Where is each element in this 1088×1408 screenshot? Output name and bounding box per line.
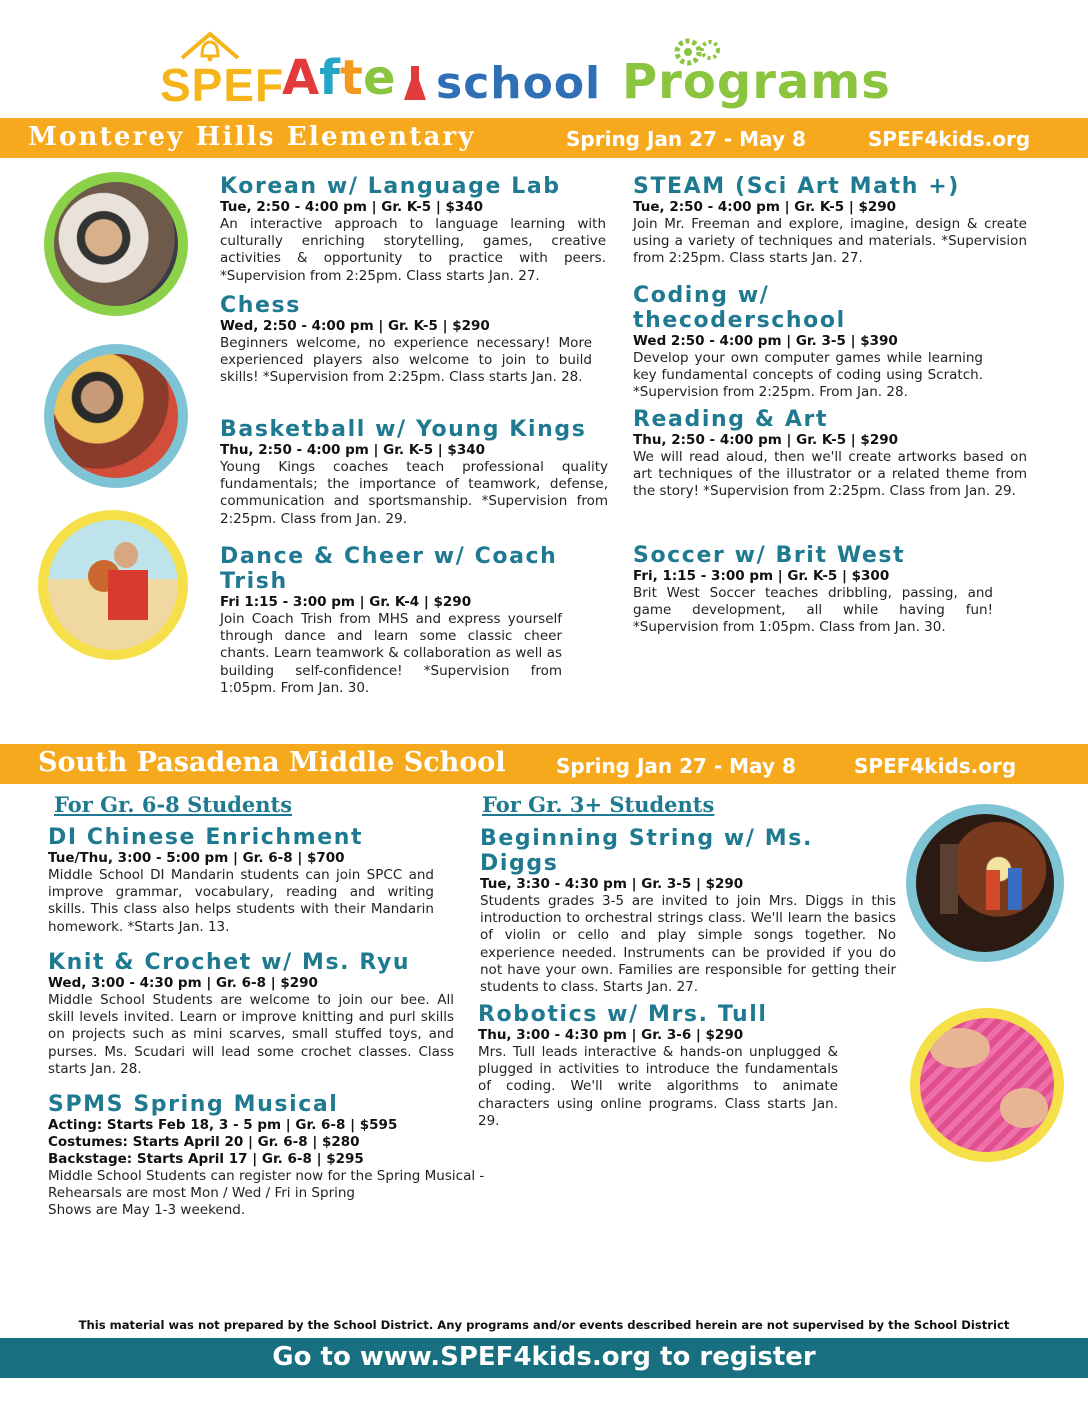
korean-class-photo <box>54 182 178 306</box>
class-title: Basketball w/ Young Kings <box>220 417 587 442</box>
backstage-schedule: Backstage: Starts April 17 | Gr. 6-8 | $295 <box>48 1151 364 1167</box>
class-schedule: Thu, 3:00 - 4:30 pm | Gr. 3-6 | $290 <box>478 1027 744 1043</box>
register-link[interactable]: Go to www.SPEF4kids.org to register <box>272 1342 816 1372</box>
class-schedule: Wed, 3:00 - 4:30 pm | Gr. 6-8 | $290 <box>48 975 318 991</box>
logo-letter: e <box>363 50 396 106</box>
class-reading-art <box>633 407 1027 501</box>
class-description: Join Mr. Freeman and explore, imagine, design & create using a variety of techniques and materials. *Supervision from 2:25pm. Class starts Jan. 27. <box>633 216 1027 267</box>
class-knit-crochet <box>48 950 454 1078</box>
hand <box>930 1028 990 1068</box>
logo-school: school <box>436 58 602 109</box>
class-schedule: Wed 2:50 - 4:00 pm | Gr. 3-5 | $390 <box>633 333 898 349</box>
class-beginning-string <box>480 826 896 996</box>
photo-ring <box>910 1008 1064 1162</box>
section1-banner <box>0 118 1088 158</box>
class-description-line: Shows are May 1-3 weekend. <box>48 1202 246 1219</box>
class-title: Knit & Crochet w/ Ms. Ryu <box>48 950 411 975</box>
class-schedule: Tue, 3:30 - 4:30 pm | Gr. 3-5 | $290 <box>480 876 744 892</box>
acting-schedule: Acting: Starts Feb 18, 3 - 5 pm | Gr. 6-8 | $595 <box>48 1117 398 1133</box>
class-description: Young Kings coaches teach professional quality fundamentals; the importance of teamwork, defense, communication and sportsmanship. *Supervision from 2:25pm. Class from Jan. 29. <box>220 459 608 527</box>
class-title: Reading & Art <box>633 407 829 432</box>
session-dates: Spring Jan 27 - May 8 <box>566 127 806 151</box>
performer <box>1008 868 1022 910</box>
class-schedule: Thu, 2:50 - 4:00 pm | Gr. K-5 | $340 <box>220 442 486 458</box>
costumes-schedule: Costumes: Starts April 20 | Gr. 6-8 | $280 <box>48 1134 360 1150</box>
class-title: DI Chinese Enrichment <box>48 825 364 850</box>
flask-icon <box>400 64 430 102</box>
logo-programs: Programs <box>622 54 891 110</box>
website-link[interactable]: SPEF4kids.org <box>854 754 1017 778</box>
photo-ring <box>906 804 1064 962</box>
class-chess <box>220 293 592 387</box>
class-description: Beginners welcome, no experience necessary! More experienced players also welcome to join to build skills! *Supervision from 2:25pm. Class starts Jan. 28. <box>220 335 592 386</box>
class-title: Chess <box>220 293 301 318</box>
class-title: Dance & Cheer w/ Coach Trish <box>220 544 558 594</box>
class-coding <box>633 283 983 402</box>
class-schedule: Fri 1:15 - 3:00 pm | Gr. K-4 | $290 <box>220 594 472 610</box>
section2-banner <box>0 744 1088 784</box>
hand <box>1000 1088 1048 1128</box>
class-description: Join Coach Trish from MHS and express yourself through dance and learn some classic cheer chants. Learn teamwork & collaboration as well as building self-confidence! *Supervision from 1:05pm. From Jan. 30. <box>220 611 562 696</box>
subheading-grades-3-plus: For Gr. 3+ Students <box>482 792 715 817</box>
class-title: Robotics w/ Mrs. Tull <box>478 1002 768 1027</box>
knitting-photo <box>920 1018 1054 1152</box>
class-description: Students grades 3-5 are invited to join Mrs. Diggs in this introduction to orchestral strings class. We'll learn the basics of violin or cello and play simple songs together. No experience needed. Instruments can be provided if you do not have your own. Families are responsible for getting their students to class. Starts Jan. 27. <box>480 893 896 996</box>
photo-ring <box>38 510 188 660</box>
class-di-chinese <box>48 825 434 936</box>
class-description: An interactive approach to language learning with culturally enriching storytelling, games, creative activities & opportunity to practice with peers. *Supervision from 2:25pm. Class starts Jan. 27. <box>220 216 606 284</box>
class-description: Middle School DI Mandarin students can join SPCC and improve grammar, vocabulary, reading and writing skills. This class also helps students with their Mandarin homework. *Starts Jan. 13. <box>48 867 434 935</box>
class-title: SPMS Spring Musical <box>48 1092 339 1117</box>
child-shirt <box>108 570 148 620</box>
website-link[interactable]: SPEF4kids.org <box>868 127 1031 151</box>
chess-class-photo <box>54 354 178 478</box>
photo-ring <box>44 172 188 316</box>
subheading-grades-6-8: For Gr. 6-8 Students <box>54 792 293 817</box>
class-schedule: Tue, 2:50 - 4:00 pm | Gr. K-5 | $340 <box>220 199 484 215</box>
class-title: Soccer w/ Brit West <box>633 543 906 568</box>
performer <box>940 844 958 914</box>
class-robotics <box>478 1002 838 1130</box>
class-title: STEAM (Sci Art Math +) <box>633 174 960 199</box>
class-schedule: Fri, 1:15 - 3:00 pm | Gr. K-5 | $300 <box>633 568 890 584</box>
class-dance <box>220 544 562 697</box>
class-schedule: Wed, 2:50 - 4:00 pm | Gr. K-5 | $290 <box>220 318 490 334</box>
class-schedule: Tue, 2:50 - 4:00 pm | Gr. K-5 | $290 <box>633 199 897 215</box>
class-steam <box>633 174 1027 268</box>
performer <box>986 870 1000 910</box>
class-basketball <box>220 417 608 528</box>
session-dates: Spring Jan 27 - May 8 <box>556 754 796 778</box>
logo-letter: A <box>282 50 320 106</box>
photo-ring <box>44 344 188 488</box>
class-description: Develop your own computer games while learning key fundamental concepts of coding using Scratch. *Supervision from 2:25pm. From Jan. 28. <box>633 350 983 401</box>
logo-spef: SPEF <box>160 59 285 111</box>
class-soccer <box>633 543 993 637</box>
class-description: Brit West Soccer teaches dribbling, passing, and game development, all while having fun! *Supervision from 1:05pm. Class from Jan. 30. <box>633 585 993 636</box>
register-footer <box>0 1338 1088 1378</box>
class-description: Mrs. Tull leads interactive & hands-on unplugged & plugged in activities to introduce the fundamentals of coding. We'll write algorithms to animate characters using online programs. Class starts Jan. 29. <box>478 1044 838 1129</box>
class-description-line: Rehearsals are most Mon / Wed / Fri in Spring <box>48 1185 355 1202</box>
header <box>0 0 1088 118</box>
class-description-line: Middle School Students can register now for the Spring Musical - <box>48 1168 485 1184</box>
district-disclaimer: This material was not prepared by the School District. Any programs and/or events described herein are not supervised by the School District <box>78 1318 1010 1332</box>
logo-after <box>282 50 396 106</box>
class-schedule: Thu, 2:50 - 4:00 pm | Gr. K-5 | $290 <box>633 432 899 448</box>
basketball-class-photo <box>48 520 178 650</box>
class-title: Beginning String w/ Ms. Diggs <box>480 826 813 876</box>
class-description: Middle School Students are welcome to join our bee. All skill levels invited. Learn or improve knitting and purl skills on projects such as mini scarves, small stuffed toys, and purses. Ms. Scudari will lead some crochet classes. Class starts Jan. 28. <box>48 992 454 1077</box>
class-title: Coding w/ thecoderschool <box>633 283 846 333</box>
class-title: Korean w/ Language Lab <box>220 174 561 199</box>
child-head <box>114 542 138 568</box>
class-description: We will read aloud, then we'll create artworks based on art techniques of the illustrator or a related theme from the story! *Supervision from 2:25pm. Class from Jan. 29. <box>633 449 1027 500</box>
class-korean <box>220 174 606 285</box>
logo-letter: f <box>319 50 341 106</box>
school-name: South Pasadena Middle School <box>38 747 506 778</box>
logo-letter: t <box>340 50 363 106</box>
school-name: Monterey Hills Elementary <box>28 122 476 152</box>
musical-stage-photo <box>916 814 1054 952</box>
class-schedule: Tue/Thu, 3:00 - 5:00 pm | Gr. 6-8 | $700 <box>48 850 345 866</box>
